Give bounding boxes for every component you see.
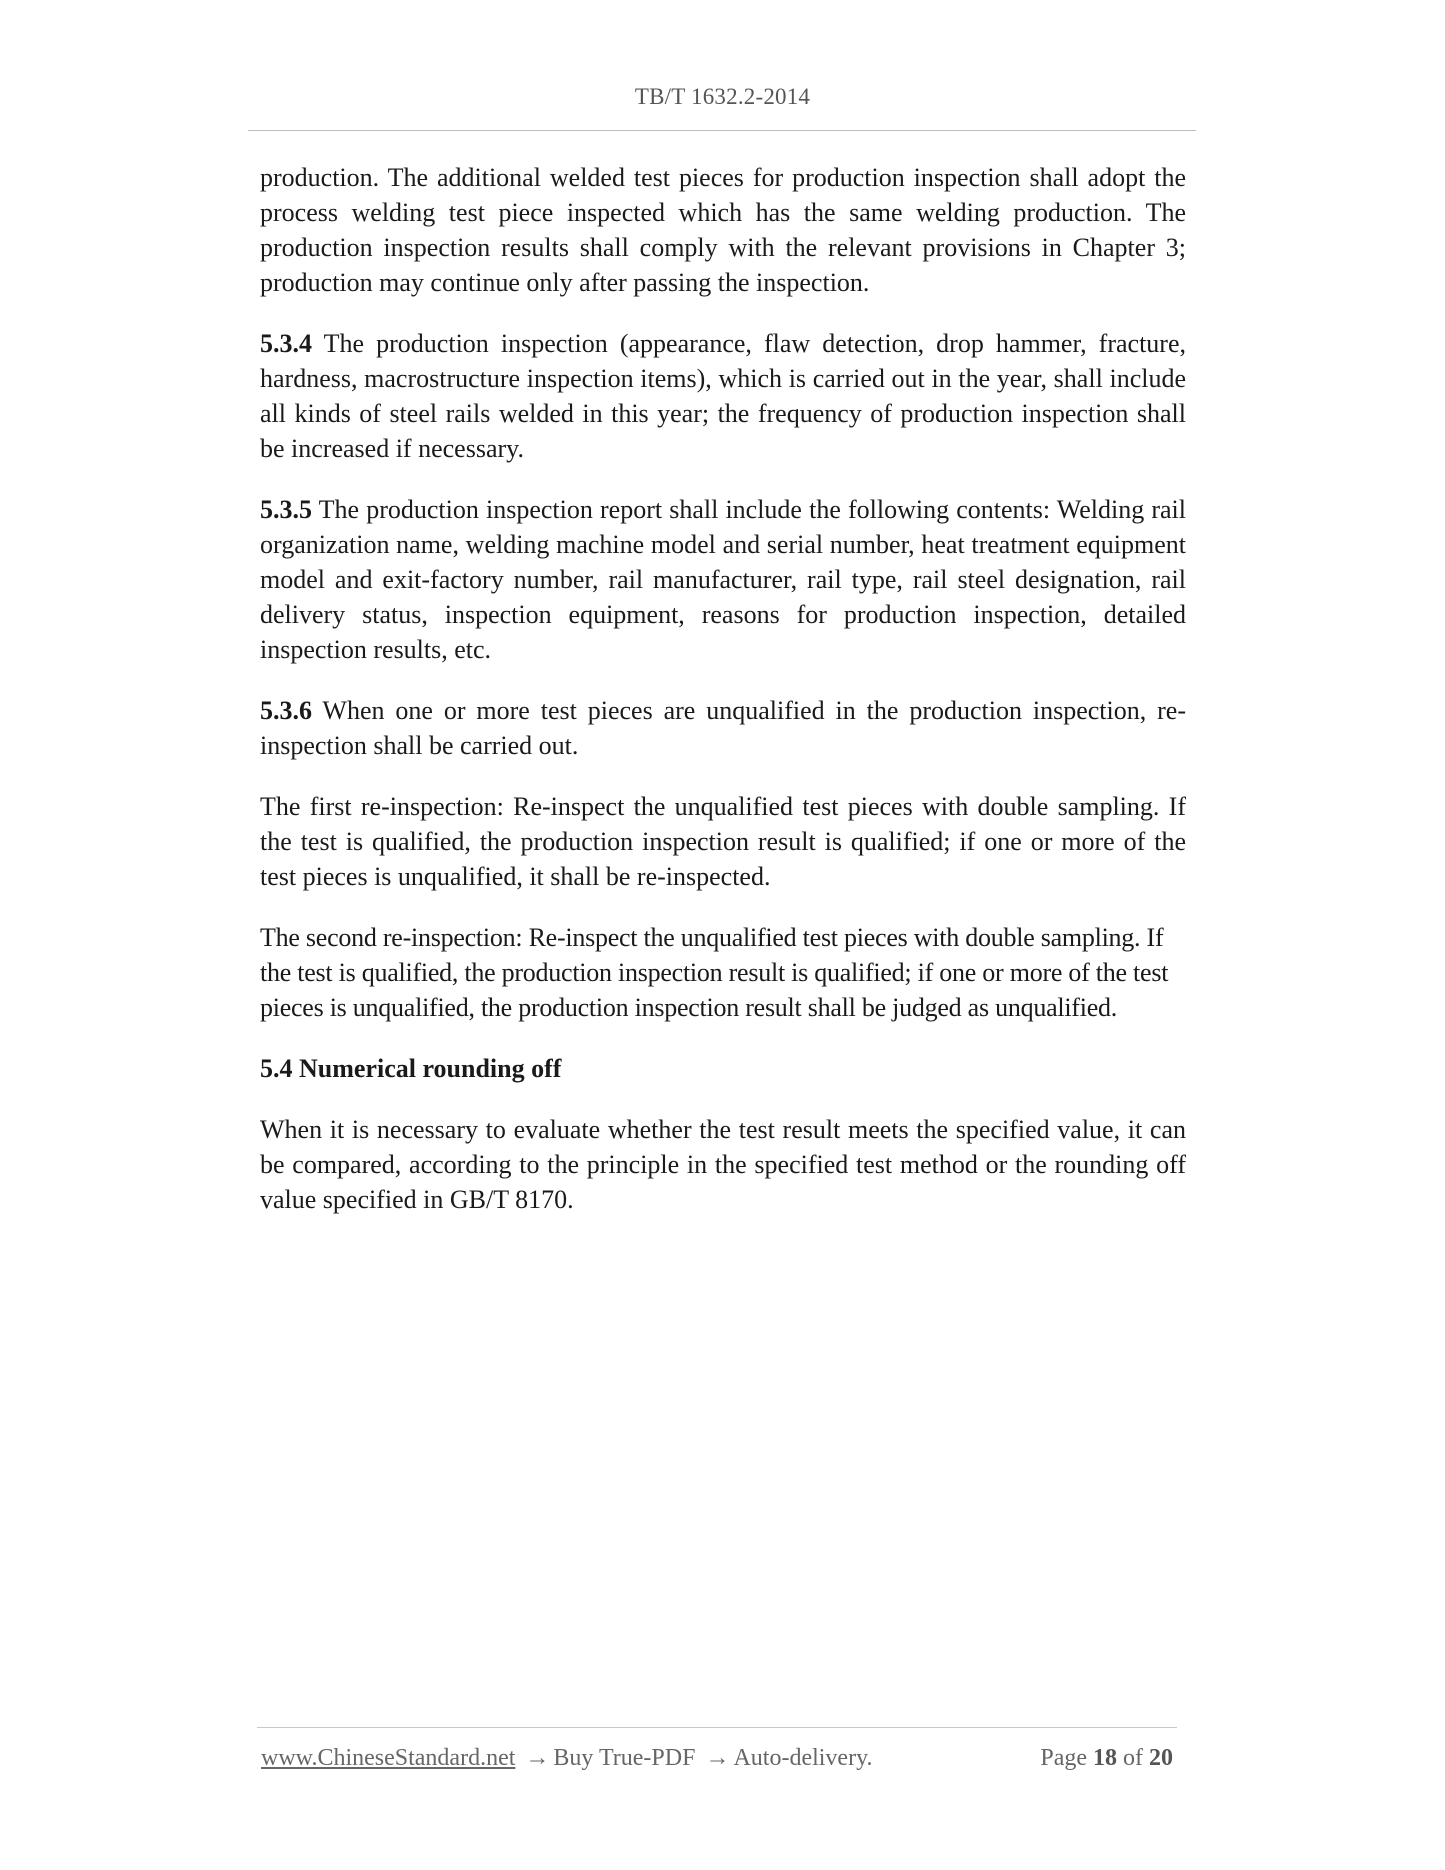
arrow-right-icon: →: [705, 1745, 730, 1771]
footer-promo: [261, 1745, 873, 1772]
document-id-header: TB/T 1632.2-2014: [634, 84, 811, 109]
section-5-4-paragraph: When it is necessary to evaluate whether the test result meets the specified value, it can be compared, according to the principle in the specified test method or the rounding off value specified in GB/T 8170.: [260, 1115, 1186, 1214]
page-footer: [261, 1745, 1173, 1772]
page-current: 18: [1093, 1745, 1117, 1771]
buy-text: Buy True-PDF: [553, 1745, 696, 1771]
first-reinspection-paragraph: The first re-inspection: Re-inspect the unqualified test pieces with double sampling. If the test is qualified, the production inspection result is qualified; if one or more of the test pieces is unqualified, it shall be re-inspected.: [260, 792, 1186, 891]
second-reinspection-paragraph: The second re-inspection: Re-inspect the unqualified test pieces with double sampling. If the test is qualified, the production inspection result is qualified; if one or more of the test pieces is unqualified, the production inspection result shall be judged as unqualified.: [260, 923, 1169, 1022]
clause-5-3-4: [260, 326, 1186, 466]
clause-number: 5.3.4: [260, 329, 312, 358]
clause-5-3-6: [260, 693, 1186, 763]
section-heading-5-4: 5.4 Numerical rounding off: [260, 1054, 562, 1083]
clause-number: 5.3.5: [260, 495, 312, 524]
arrow-right-icon: →: [525, 1745, 550, 1771]
clause-text: The production inspection (appearance, flaw detection, drop hammer, fracture, hardness, macrostructure inspection items), which is carried out in the year, shall include all kinds of steel rails welded in this year; the frequency of production inspection shall be increased if necessary.: [260, 329, 1186, 463]
clause-text: When one or more test pieces are unqualified in the production inspection, re-inspection shall be carried out.: [260, 696, 1186, 760]
delivery-text: Auto-delivery.: [733, 1745, 873, 1771]
page-label: Page: [1040, 1745, 1087, 1771]
paragraph-continued: production. The additional welded test pieces for production inspection shall adopt the process welding test piece inspected which has the same welding production. The production inspection results shall comply with the relevant provisions in Chapter 3; production may continue only after passing the inspection.: [260, 163, 1186, 297]
header-divider: [248, 130, 1196, 131]
clause-5-3-5: [260, 492, 1186, 667]
site-link[interactable]: www.ChineseStandard.net: [261, 1745, 516, 1771]
page-content: [260, 160, 1186, 1243]
page-total: 20: [1149, 1745, 1173, 1771]
page-number: [1040, 1745, 1173, 1772]
footer-divider: [257, 1727, 1177, 1728]
clause-number: 5.3.6: [260, 696, 312, 725]
clause-text: The production inspection report shall include the following contents: Welding rail organization name, welding machine model and serial number, heat treatment equipment model and exit-factory number, rail manufacturer, rail type, rail steel designation, rail delivery status, inspection equipment, reasons for production inspection, detailed inspection results, etc.: [260, 495, 1186, 664]
page-of: of: [1123, 1745, 1143, 1771]
